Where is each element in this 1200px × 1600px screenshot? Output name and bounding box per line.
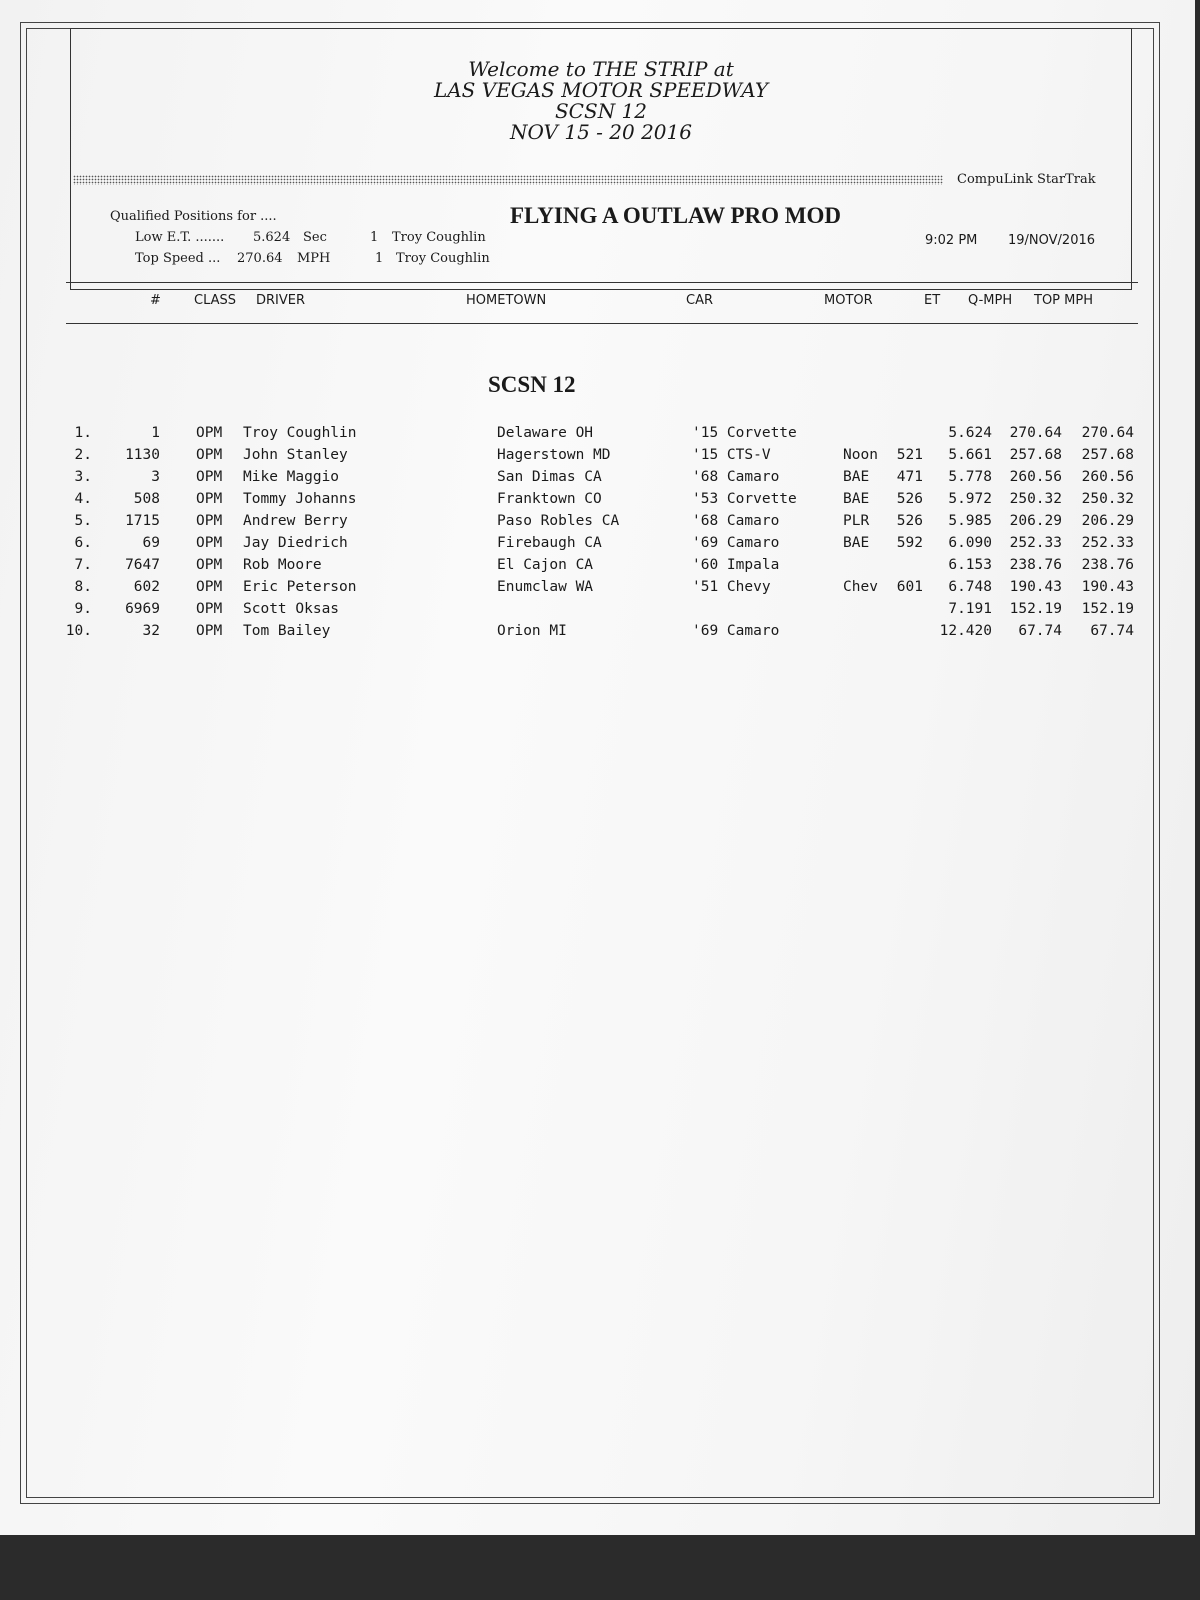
welcome-line: Welcome to THE STRIP at	[468, 57, 734, 81]
row-et: 5.778	[948, 469, 992, 485]
row-motor-number: 592	[896, 535, 923, 551]
row-position: 6.	[74, 535, 92, 551]
row-motor-number: 471	[896, 469, 923, 485]
col-car: CAR	[686, 293, 714, 308]
row-car: '15 CTS-V	[692, 447, 771, 463]
col-et: ET	[924, 293, 941, 308]
row-et: 5.972	[948, 491, 992, 507]
row-class: OPM	[196, 491, 223, 507]
row-class: OPM	[196, 579, 223, 595]
col-motor: MOTOR	[824, 293, 873, 308]
table-row	[0, 601, 1195, 623]
row-number: 1130	[125, 447, 160, 463]
row-motor: BAE	[843, 535, 870, 551]
top-speed-value: 270.64	[237, 251, 283, 266]
row-driver: Tommy Johanns	[243, 491, 357, 507]
top-speed-unit: MPH	[297, 251, 331, 266]
low-et-label: Low E.T. .......	[135, 230, 225, 245]
row-number: 602	[133, 579, 160, 595]
row-et: 6.153	[948, 557, 992, 573]
row-number: 32	[142, 623, 160, 639]
row-qmph: 152.19	[1009, 601, 1062, 617]
row-motor-number: 526	[896, 513, 923, 529]
row-car: '15 Corvette	[692, 425, 797, 441]
column-header-bar	[66, 282, 1138, 324]
row-car: '60 Impala	[692, 557, 780, 573]
row-topmph: 67.74	[1090, 623, 1134, 639]
row-motor: BAE	[843, 491, 870, 507]
row-motor: BAE	[843, 469, 870, 485]
row-car: '69 Camaro	[692, 535, 780, 551]
row-number: 3	[151, 469, 160, 485]
row-motor-number: 521	[896, 447, 923, 463]
col-topmph: TOP MPH	[1034, 293, 1093, 308]
row-position: 1.	[74, 425, 92, 441]
row-motor: PLR	[843, 513, 870, 529]
row-qmph: 270.64	[1009, 425, 1062, 441]
brand-label: CompuLink StarTrak	[957, 172, 1096, 187]
row-topmph: 270.64	[1081, 425, 1134, 441]
row-hometown: Orion MI	[497, 623, 567, 639]
row-et: 5.661	[948, 447, 992, 463]
row-class: OPM	[196, 557, 223, 573]
row-driver: Mike Maggio	[243, 469, 340, 485]
low-et-driver: Troy Coughlin	[392, 230, 486, 245]
qualified-label: Qualified Positions for ....	[110, 209, 277, 224]
event-line: SCSN 12	[554, 99, 647, 123]
row-position: 9.	[74, 601, 92, 617]
dotted-divider	[73, 175, 943, 185]
row-motor-number: 601	[896, 579, 923, 595]
col-qmph: Q-MPH	[968, 293, 1013, 308]
low-et-position: 1	[370, 230, 379, 245]
table-row	[0, 425, 1195, 447]
row-hometown: San Dimas CA	[497, 469, 602, 485]
row-motor: Noon	[843, 447, 878, 463]
row-car: '53 Corvette	[692, 491, 797, 507]
table-row	[0, 579, 1195, 601]
low-et-unit: Sec	[303, 230, 327, 245]
row-hometown: Paso Robles CA	[497, 513, 620, 529]
row-position: 8.	[74, 579, 92, 595]
row-number: 7647	[125, 557, 160, 573]
row-et: 5.985	[948, 513, 992, 529]
row-topmph: 190.43	[1081, 579, 1134, 595]
dates-line: NOV 15 - 20 2016	[510, 120, 692, 144]
row-car: '51 Chevy	[692, 579, 771, 595]
row-hometown: El Cajon CA	[497, 557, 594, 573]
row-class: OPM	[196, 535, 223, 551]
row-car: '68 Camaro	[692, 513, 780, 529]
row-qmph: 206.29	[1009, 513, 1062, 529]
row-driver: Rob Moore	[243, 557, 322, 573]
row-position: 10.	[65, 623, 92, 639]
row-driver: Andrew Berry	[243, 513, 348, 529]
row-driver: John Stanley	[243, 447, 348, 463]
row-et: 7.191	[948, 601, 992, 617]
row-class: OPM	[196, 601, 223, 617]
row-car: '68 Camaro	[692, 469, 780, 485]
row-qmph: 257.68	[1009, 447, 1062, 463]
row-topmph: 257.68	[1081, 447, 1134, 463]
row-class: OPM	[196, 425, 223, 441]
row-car: '69 Camaro	[692, 623, 780, 639]
row-driver: Eric Peterson	[243, 579, 357, 595]
row-hometown: Franktown CO	[497, 491, 602, 507]
table-row	[0, 535, 1195, 557]
col-number: #	[150, 293, 161, 308]
table-row	[0, 469, 1195, 491]
row-et: 5.624	[948, 425, 992, 441]
row-qmph: 260.56	[1009, 469, 1062, 485]
row-class: OPM	[196, 513, 223, 529]
row-topmph: 152.19	[1081, 601, 1134, 617]
row-qmph: 190.43	[1009, 579, 1062, 595]
row-hometown: Firebaugh CA	[497, 535, 602, 551]
row-qmph: 67.74	[1018, 623, 1062, 639]
row-number: 6969	[125, 601, 160, 617]
row-position: 7.	[74, 557, 92, 573]
row-hometown: Hagerstown MD	[497, 447, 611, 463]
top-speed-label: Top Speed ...	[135, 251, 221, 266]
row-qmph: 252.33	[1009, 535, 1062, 551]
row-qmph: 250.32	[1009, 491, 1062, 507]
row-class: OPM	[196, 447, 223, 463]
row-topmph: 250.32	[1081, 491, 1134, 507]
row-class: OPM	[196, 469, 223, 485]
row-position: 5.	[74, 513, 92, 529]
row-et: 6.748	[948, 579, 992, 595]
row-topmph: 260.56	[1081, 469, 1134, 485]
header-box	[70, 28, 1132, 290]
row-number: 1	[151, 425, 160, 441]
row-et: 6.090	[948, 535, 992, 551]
top-speed-driver: Troy Coughlin	[396, 251, 490, 266]
row-driver: Jay Diedrich	[243, 535, 348, 551]
row-topmph: 252.33	[1081, 535, 1134, 551]
row-class: OPM	[196, 623, 223, 639]
col-class: CLASS	[194, 293, 237, 308]
row-driver: Troy Coughlin	[243, 425, 357, 441]
row-position: 4.	[74, 491, 92, 507]
row-motor-number: 526	[896, 491, 923, 507]
row-position: 3.	[74, 469, 92, 485]
table-row	[0, 557, 1195, 579]
low-et-value: 5.624	[253, 230, 291, 245]
row-motor: Chev	[843, 579, 878, 595]
venue-line: LAS VEGAS MOTOR SPEEDWAY	[433, 78, 769, 102]
col-hometown: HOMETOWN	[466, 293, 547, 308]
row-topmph: 238.76	[1081, 557, 1134, 573]
table-row	[0, 623, 1195, 645]
row-position: 2.	[74, 447, 92, 463]
class-title: FLYING A OUTLAW PRO MOD	[510, 203, 841, 228]
row-hometown: Enumclaw WA	[497, 579, 594, 595]
table-row	[0, 447, 1195, 469]
top-speed-position: 1	[375, 251, 384, 266]
print-date: 19/NOV/2016	[1008, 233, 1096, 248]
welcome-block	[71, 59, 1131, 143]
table-row	[0, 513, 1195, 535]
table-row	[0, 491, 1195, 513]
row-driver: Tom Bailey	[243, 623, 331, 639]
col-driver: DRIVER	[256, 293, 306, 308]
row-driver: Scott Oksas	[243, 601, 340, 617]
row-number: 69	[142, 535, 160, 551]
row-number: 508	[133, 491, 160, 507]
row-number: 1715	[125, 513, 160, 529]
row-hometown: Delaware OH	[497, 425, 594, 441]
row-et: 12.420	[939, 623, 992, 639]
row-qmph: 238.76	[1009, 557, 1062, 573]
section-title: SCSN 12	[488, 372, 576, 397]
row-topmph: 206.29	[1081, 513, 1134, 529]
print-time: 9:02 PM	[925, 233, 978, 248]
